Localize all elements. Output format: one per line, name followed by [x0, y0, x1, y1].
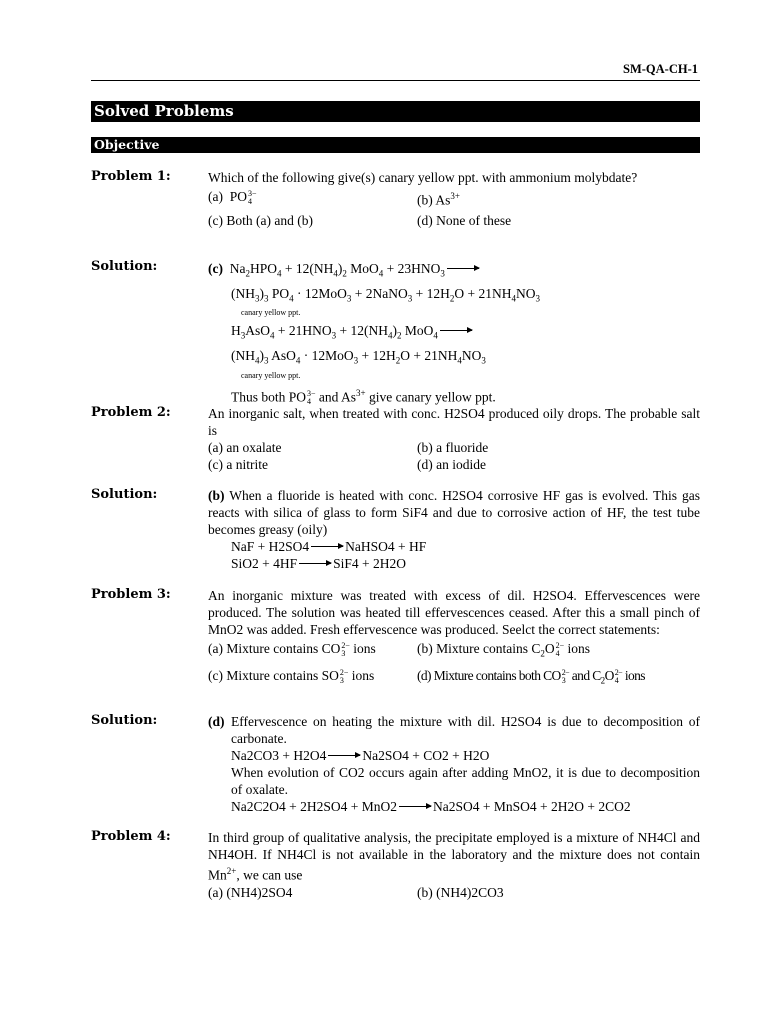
solution-conclusion: Thus both PO 3− 4 and $As^{3+}$ give canary yellow ppt.: [231, 387, 496, 407]
option-a: (a) Mixture contains CO 2− 3 ions: [208, 640, 376, 658]
option-c: (c) Both (a) and (b): [208, 212, 313, 228]
problem-question: In third group of qualitative analysis, the precipitate employed is a mixture of NH4Cl and NH4OH. If NH4Cl is not available in the laboratory and the mixture does not contain $Mn^{2+}$, we can use: [208, 830, 700, 883]
option-c: (c) Mixture contains SO 2− 3 ions: [208, 667, 375, 685]
section-subtitle: Objective: [91, 137, 700, 153]
solution-label: Solution:: [91, 259, 158, 274]
problem-label: Problem 3:: [91, 587, 171, 602]
equation: (c) $Na_2HPO_4 + 12(NH_4)_2$ $MoO_4 + 23HNO_3$: [208, 259, 700, 284]
equation: Na2CO3 + H2O4 Na2SO4 + CO2 + H2O: [231, 748, 490, 763]
problem-4: [91, 829, 700, 901]
problem-label: Problem 2:: [91, 405, 171, 420]
option-a: (a) PO 3− 4: [208, 188, 257, 206]
option-b: (b) $As^{3+}$: [417, 191, 460, 208]
solution-label: Solution:: [91, 487, 158, 502]
ppt-note: canary yellow ppt.: [241, 308, 301, 318]
solution-text: When evolution of CO2 occurs again after adding MnO2, it is due to decomposition of oxalate.: [231, 765, 700, 797]
option-b: (b) a fluoride: [417, 440, 489, 455]
option-b: (b) (NH4)2CO3: [417, 884, 504, 900]
solution-text: (b) When a fluoride is heated with conc. H2SO4 corrosive HF gas is evolved. This gas reacts with silica of glass to form SiF4 and due to corrosive action of HF, the test tube becomes greasy (oily): [208, 488, 700, 537]
option-a: (a) an oxalate: [208, 440, 282, 455]
problem-label: Problem 4:: [91, 829, 171, 844]
equation: $(NH_3)_3$ $PO_4 \cdot 12MoO_3$ + 2NaNO$_3$ + $12H_2O + 21NH_4NO_3$: [231, 285, 540, 304]
problem-label: Problem 1:: [91, 169, 171, 184]
option-d: (d) Mixture contains both CO 2− 3 and $C_2O$ 2− 4 ions: [417, 667, 645, 686]
problem-question: Which of the following give(s) canary yellow ppt. with ammonium molybdate?: [208, 170, 638, 185]
equation: SiO2 + 4HF SiF4 + 2H2O: [231, 556, 407, 571]
equation: $H_3AsO_4 + 21HNO_3 + 12(NH_4)_2$ MoO$_4$: [208, 321, 700, 346]
page-code: SM-QA-CH-1: [623, 62, 698, 76]
solution-3: [91, 713, 700, 815]
solution-text: (d) Effervescence on heating the mixture with dil. H2SO4 is due to decomposition of carbonate.: [208, 714, 700, 746]
equation: Na2C2O4 + 2H2SO4 + MnO2 Na2SO4 + MnSO4 + 2H2O + 2CO2: [231, 799, 631, 814]
section-title: Solved Problems: [91, 101, 700, 122]
equation: NaF + H2SO4 NaHSO4 + HF: [231, 539, 427, 554]
solution-1: [91, 259, 700, 406]
ppt-note: canary yellow ppt.: [241, 370, 301, 380]
problem-question: An inorganic mixture was treated with excess of dil. H2SO4. Effervescences were produced. The solution was heated till effervescences ceased. After this a small pinch of MnO2 was added. Fresh effervescence was produced. Seelct the correct statements:: [208, 588, 700, 637]
solution-label: Solution:: [91, 713, 158, 728]
option-b: (b) Mixture contains $C_2O$ 2− 4 ions: [417, 640, 591, 659]
solution-2: [91, 487, 700, 572]
problem-question: An inorganic salt, when treated with conc. H2SO4 produced oily drops. The probable salt is: [208, 406, 700, 438]
option-c: (c) a nitrite: [208, 457, 268, 472]
option-a: (a) (NH4)2SO4: [208, 884, 293, 900]
header-rule: [91, 80, 700, 81]
equation: $(NH_4)_3$ $AsO_4 \cdot 12MoO_3 + 12H_2O + 21NH_4NO_3$: [231, 348, 486, 366]
option-d: (d) None of these: [417, 212, 512, 228]
problem-3: [91, 587, 700, 691]
option-d: (d) an iodide: [417, 457, 486, 472]
problem-1: [91, 169, 700, 229]
problem-2: [91, 405, 700, 473]
